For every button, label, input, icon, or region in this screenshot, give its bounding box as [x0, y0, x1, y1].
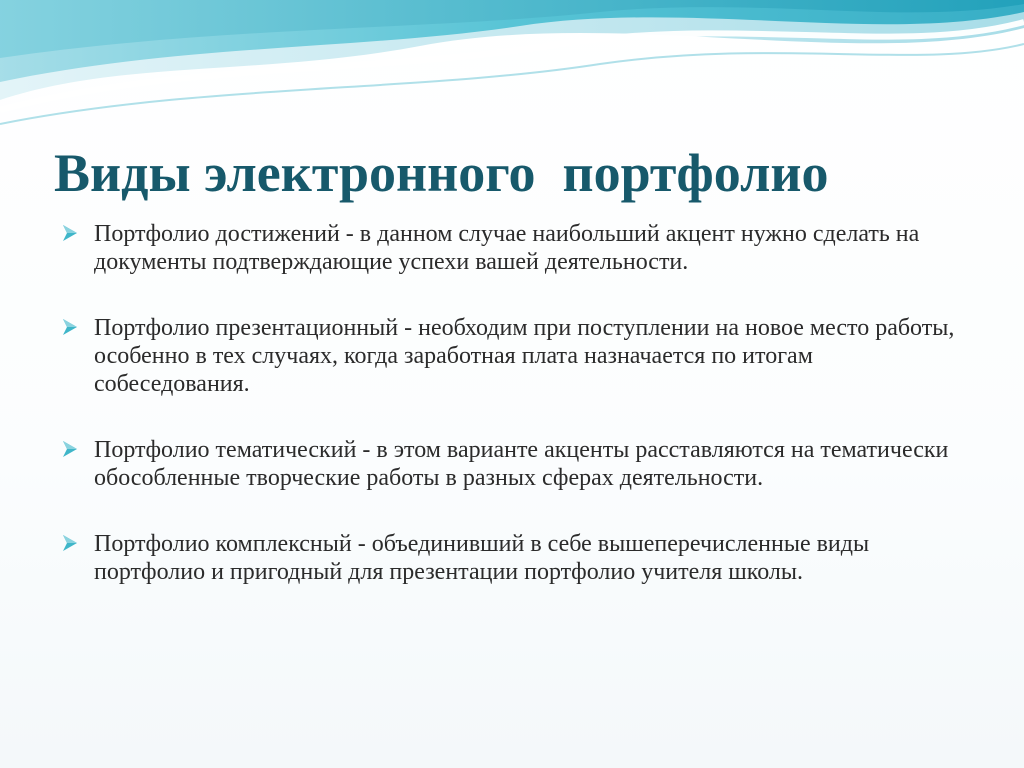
- bullet-text: Портфолио презентационный - необходим при поступлении на новое место работы, особенно в тех случаях, когда заработная плата назначается по итогам собеседования.: [94, 315, 955, 397]
- list-item: [58, 314, 958, 398]
- bullet-text: Портфолио тематический - в этом варианте акценты расставляются на тематически обособленные творческие работы в разных сферах деятельности.: [94, 437, 949, 491]
- bullet-list: [58, 220, 958, 624]
- slide-title: Виды электронного портфолио: [54, 143, 829, 203]
- chevron-arrow-right-icon: [60, 439, 80, 459]
- chevron-arrow-right-icon: [60, 223, 80, 243]
- list-item: [58, 436, 958, 492]
- list-item: [58, 530, 958, 586]
- chevron-arrow-right-icon: [60, 533, 80, 553]
- chevron-arrow-right-icon: [60, 317, 80, 337]
- list-item: [58, 220, 958, 276]
- decorative-wave-header: [0, 0, 1024, 130]
- bullet-text: Портфолио комплексный - объединивший в себе вышеперечисленные виды портфолио и пригодный для презентации портфолио учителя школы.: [94, 531, 870, 585]
- bullet-text: Портфолио достижений - в данном случае наибольший акцент нужно сделать на документы подтверждающие успехи вашей деятельности.: [94, 221, 920, 275]
